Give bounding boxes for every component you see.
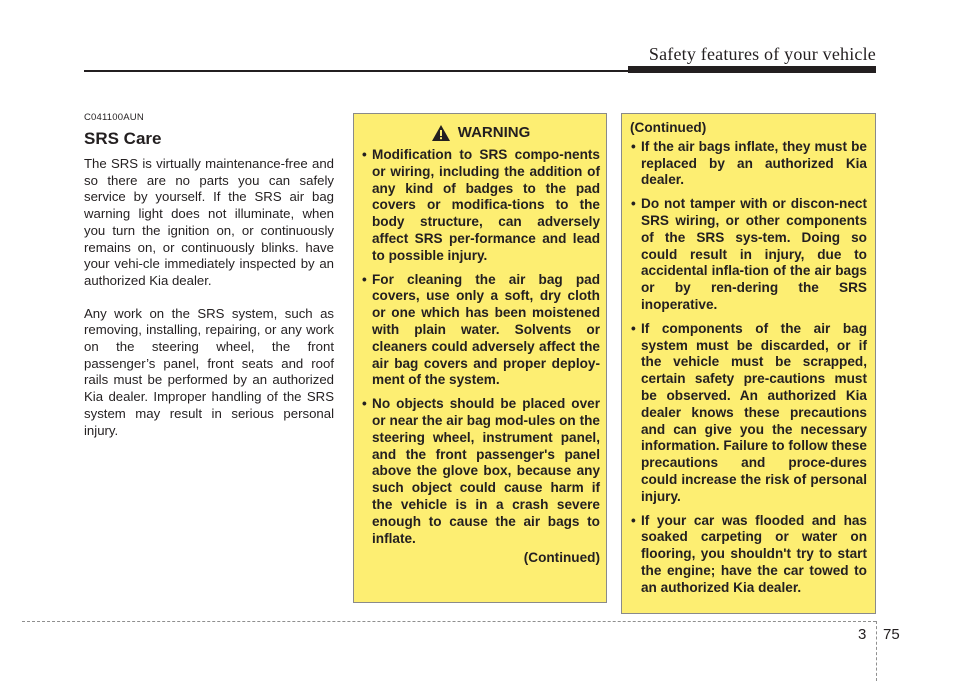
continued-label: (Continued) (523, 550, 600, 566)
section-heading: SRS Care (84, 129, 162, 148)
warning-header (361, 122, 600, 144)
warning-list (361, 147, 600, 547)
warning-triangle-icon (431, 124, 451, 142)
warning-box-continued (621, 113, 876, 614)
warning-item: • If components of the air bag system must be discarded, or if the vehicle must be scrapped, certain safety pre-cautions must be observed. An authorized Kia dealer knows these precautions and can give you the necessary information. Failure to follow these precautions and proce-dures could increase the risk of personal injury. (630, 321, 867, 506)
srs-care-section (84, 112, 334, 439)
warning-item: • No objects should be placed over or near the air bag mod-ules on the steering wheel, instrument panel, and the front passenger's panel above the glove box, because any such object could cause harm if the vehicle is in a crash severe enough to cause the air bags to inflate. (361, 396, 600, 547)
page-number: 75 (883, 626, 900, 643)
section-code: C041100AUN (84, 112, 144, 123)
continued-heading: (Continued) (630, 120, 707, 135)
warning-item: • If your car was flooded and has soaked carpeting or water on flooring, you shouldn't try to start the engine; have the car towed to an authorized Kia dealer. (630, 513, 867, 597)
warning-item: • Do not tamper with or discon-nect SRS wiring, or other components of the SRS sys-tem. Doing so could result in injury, due to accidental infla-tion of the air bags or by ren-dering the SRS inoperative. (630, 196, 867, 314)
warning-list (630, 139, 867, 597)
warning-item: • If the air bags inflate, they must be replaced by an authorized Kia dealer. (630, 139, 867, 189)
footer-rule (22, 621, 876, 622)
running-header: Safety features of your vehicle (648, 44, 876, 64)
footer-divider (876, 621, 877, 681)
section-number: 3 (858, 626, 867, 643)
warning-title: WARNING (457, 123, 531, 141)
warning-box (353, 113, 607, 603)
paragraph: The SRS is virtually maintenance-free and so there are no parts you can safely service by yourself. If the SRS air bag warning light does not illuminate, when you turn the ignition on, or continuously remains on, or continuously blinks. have your vehi-cle immediately inspected by an authorized Kia dealer. (84, 156, 334, 288)
header-rule-accent (628, 66, 876, 73)
paragraph: Any work on the SRS system, such as removing, installing, repairing, or any work on the steering wheel, the front passenger’s panel, front seats and roof rails must be performed by an authorized Kia dealer. Improper handling of the SRS system may result in serious personal injury. (84, 305, 334, 438)
warning-item: • Modification to SRS compo-nents or wiring, including the addition of any kind of badges to the pad covers or modifica-tions to the body structure, can adversely affect SRS per-formance and lead to possible injury. (361, 147, 600, 265)
warning-item: • For cleaning the air bag pad covers, use only a soft, dry cloth or one which has been moistened with plain water. Solvents or cleaners could adversely affect the air bag covers and proper deploy-ment of the system. (361, 272, 600, 390)
